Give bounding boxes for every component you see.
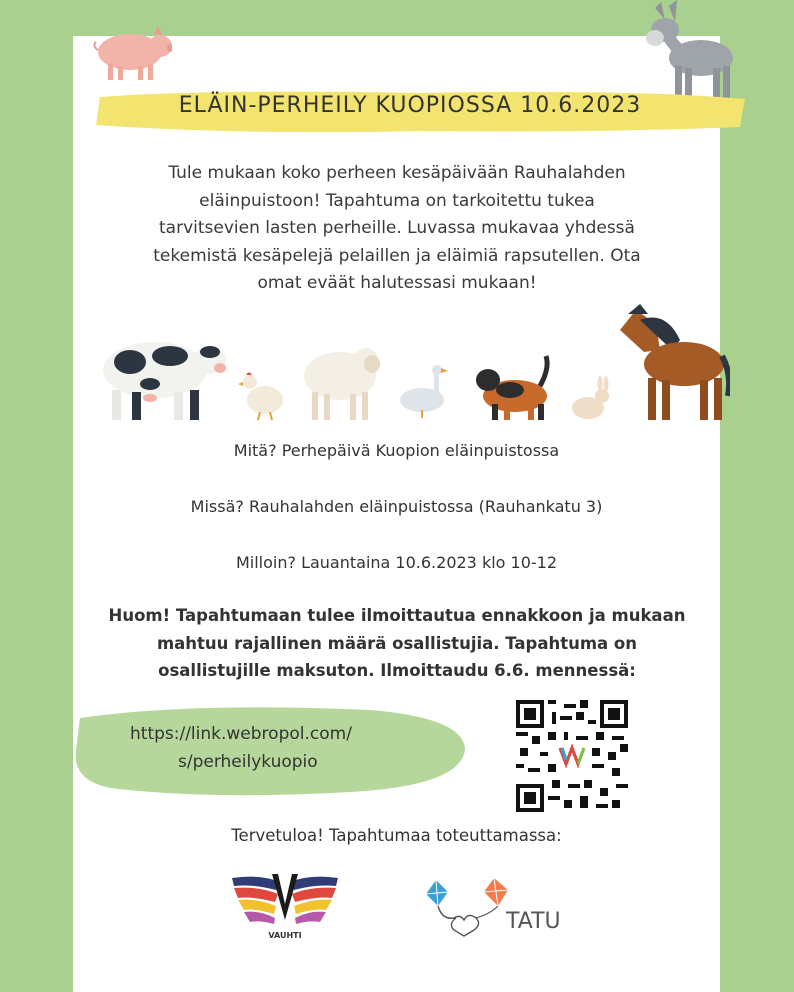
intro-line: omat eväät halutessasi mukaan! — [257, 273, 537, 293]
intro-line: eläinpuistoon! Tapahtuma on tarkoitettu tukea — [199, 190, 595, 211]
intro-line: tarvitsevien lasten perheille. Luvassa mukavaa yhdessä — [159, 218, 635, 238]
tatu-logo-text: TATU — [506, 909, 561, 934]
qr-code — [516, 700, 628, 812]
sheep-icon — [304, 348, 380, 420]
pig-illustration — [86, 22, 172, 84]
poster-title: ELÄIN-PERHEILY KUOPIOSSA 10.6.2023 — [178, 93, 642, 118]
animals-illustration — [100, 300, 730, 425]
vauhti-logo-text: VAUHTI — [268, 931, 302, 940]
notice-line: Huom! Tapahtumaan tulee ilmoittautua ennakkoon ja mukaan — [108, 606, 686, 625]
goose-icon — [400, 365, 448, 418]
notice-line: mahtuu rajallinen määrä osallistujia. Tapahtuma on — [156, 633, 638, 653]
when-line: Milloin? Lauantaina 10.6.2023 klo 10-12 — [235, 553, 558, 572]
intro-line: Tule mukaan koko perheen kesäpäivään Rauhalahden — [168, 163, 626, 183]
dog-icon — [476, 356, 547, 420]
intro-line: tekemistä kesäpelejä pelaillen ja eläimiä rapsutellen. Ota — [153, 245, 641, 266]
link-line[interactable]: s/perheilykuopio — [178, 752, 318, 772]
registration-link[interactable] — [130, 720, 352, 776]
what-line: Mitä? Perhepäivä Kuopion eläinpuistossa — [233, 441, 560, 460]
tatu-logo — [420, 874, 570, 940]
rabbit-icon — [572, 376, 609, 419]
hen-icon — [238, 373, 283, 421]
intro-text — [100, 160, 694, 298]
link-line[interactable]: https://link.webropol.com/ — [130, 724, 352, 744]
cow-icon — [103, 342, 226, 420]
notice-line: osallistujille maksuton. Ilmoittaudu 6.6. mennessä: — [158, 661, 636, 680]
vauhti-logo — [230, 870, 340, 942]
where-line: Missä? Rauhalahden eläinpuistossa (Rauhankatu 3) — [190, 497, 603, 516]
horse-icon — [620, 304, 729, 420]
registration-notice — [80, 602, 714, 685]
organizers-heading: Tervetuloa! Tapahtumaa toteuttamassa: — [231, 826, 562, 845]
